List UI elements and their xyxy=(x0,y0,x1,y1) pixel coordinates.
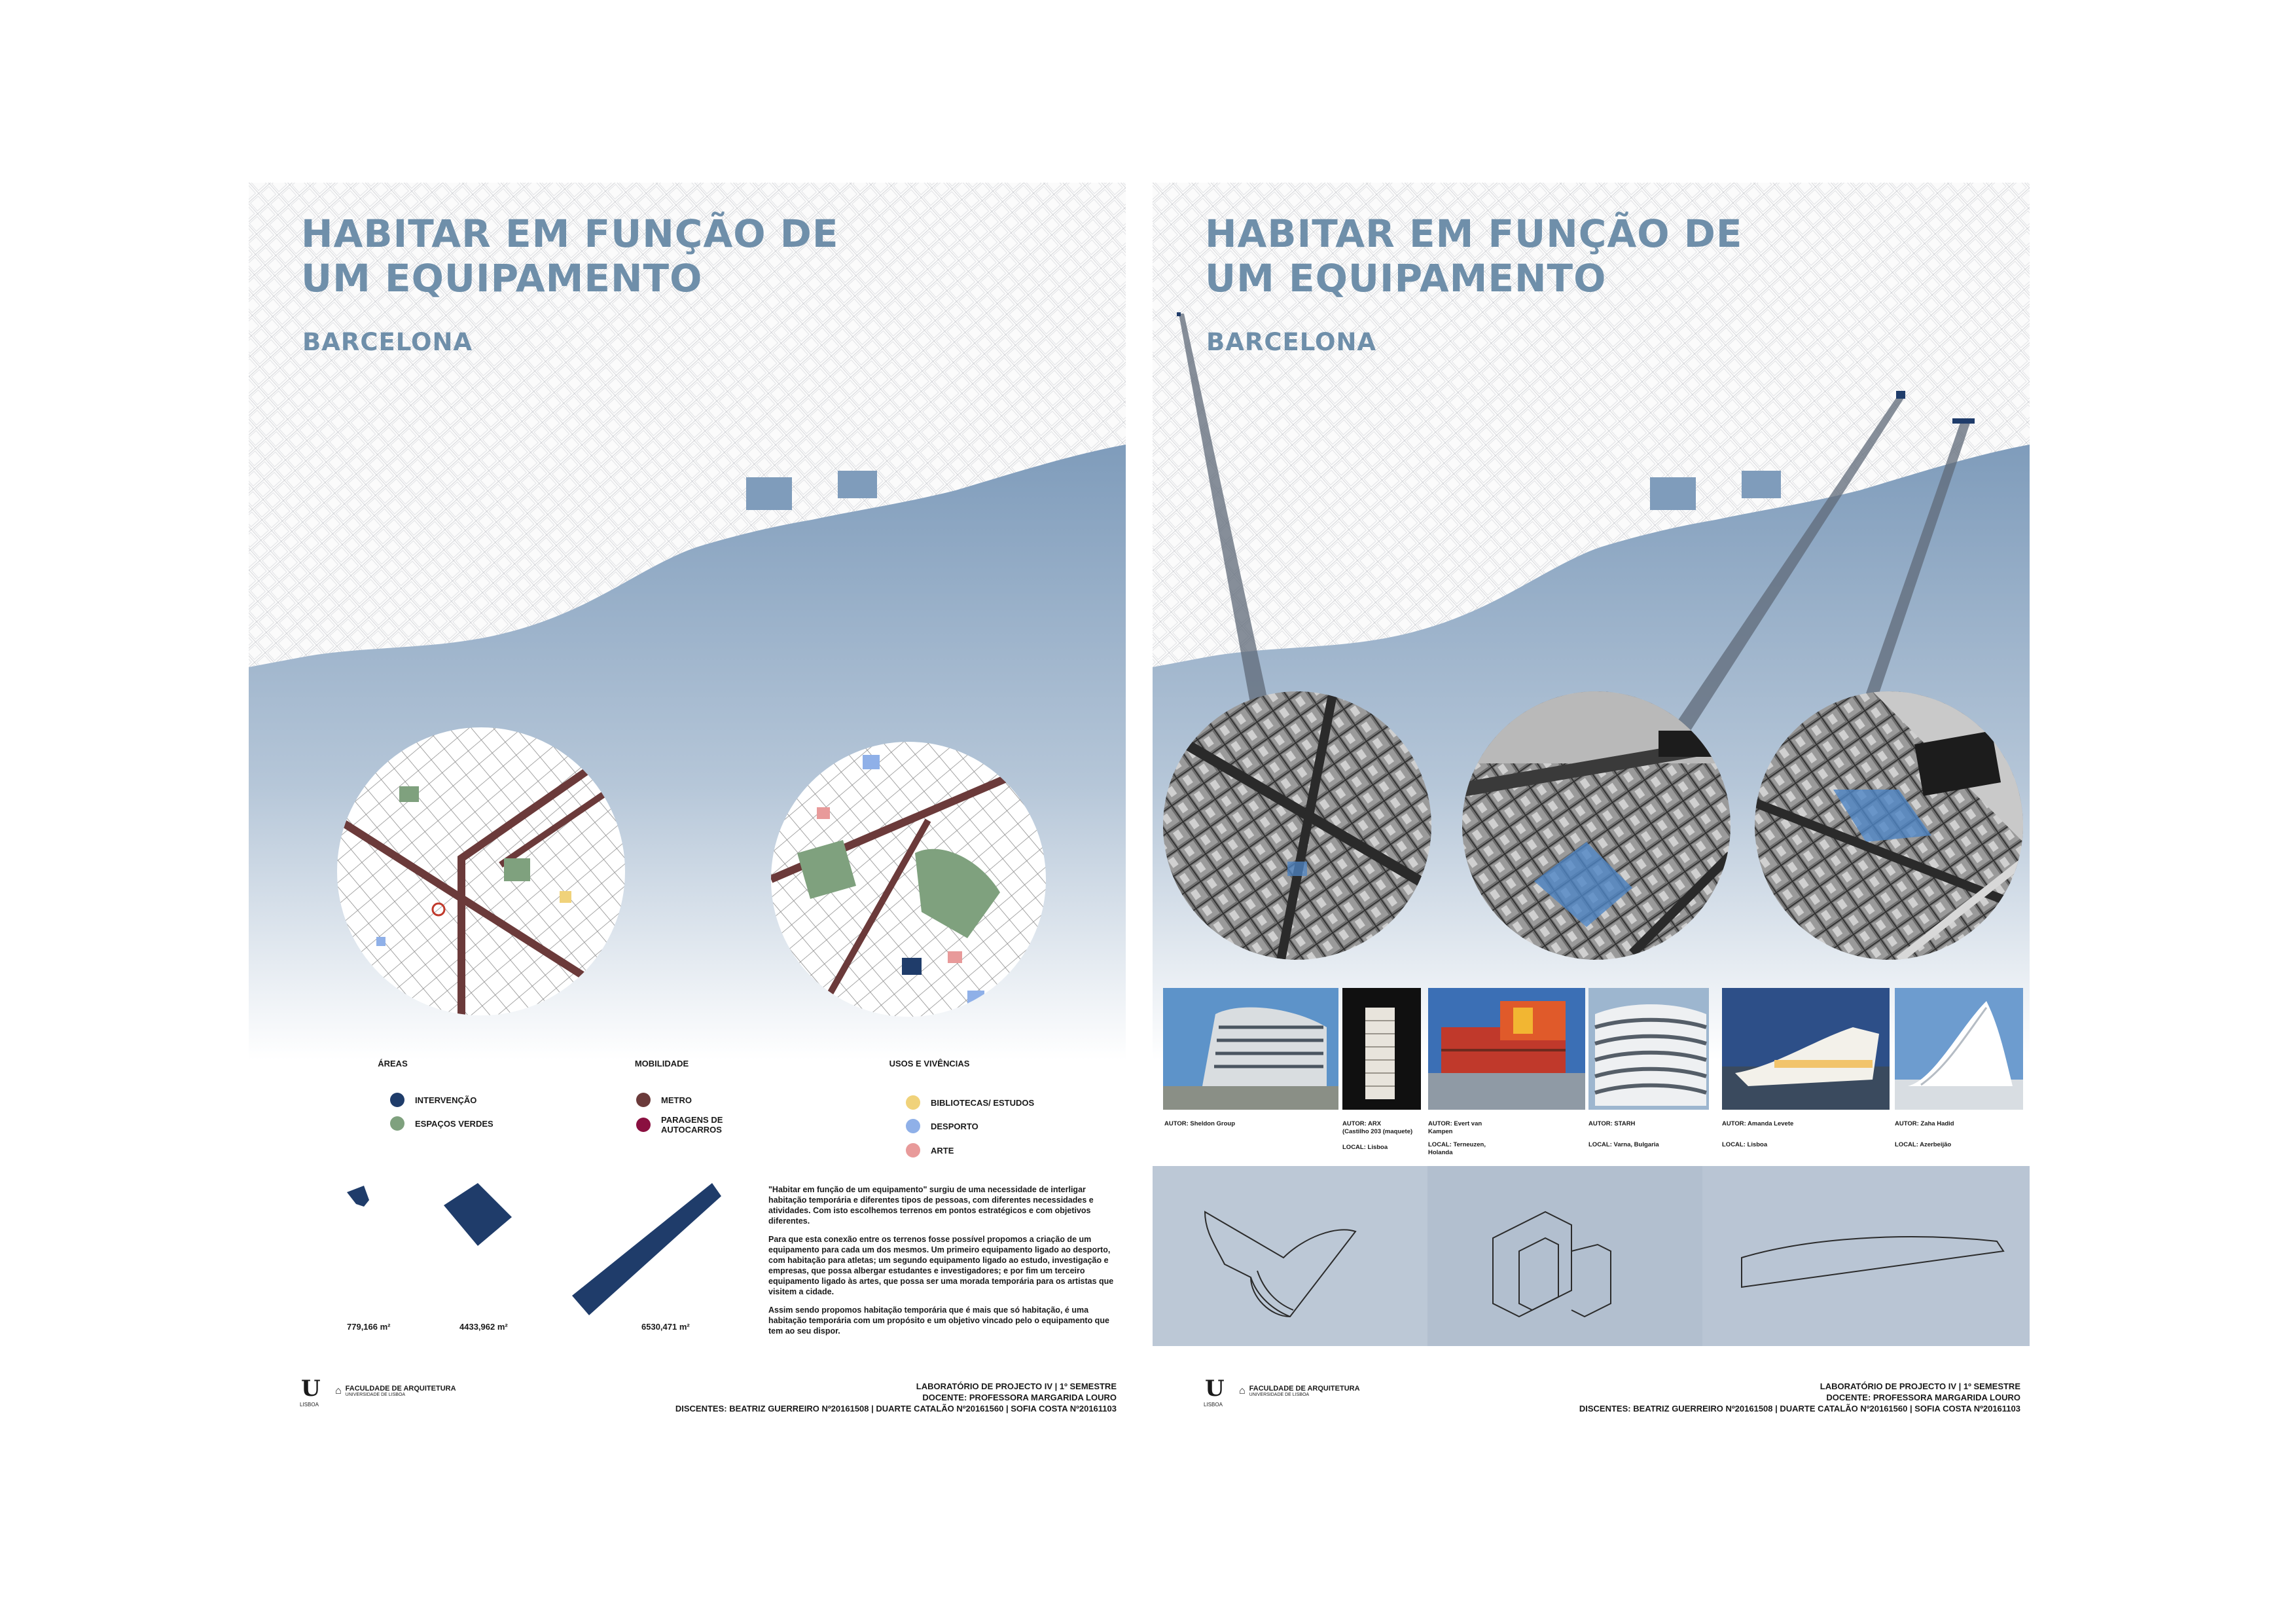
poster-title xyxy=(1205,211,1743,301)
reference-local: LOCAL: Terneuzen, xyxy=(1428,1141,1486,1148)
title-line-1: HABITAR EM FUNÇÃO DE xyxy=(301,211,839,256)
metro-swatch xyxy=(636,1093,651,1107)
legend-item-paragens xyxy=(636,1115,723,1135)
reference-photo-1 xyxy=(1163,988,1338,1110)
sport-swatch xyxy=(906,1119,920,1133)
footer-line-1: LABORATÓRIO DE PROJECTO IV | 1º SEMESTRE xyxy=(1820,1381,2020,1391)
legend-heading-areas: ÁREAS xyxy=(378,1059,408,1068)
reference-local-detail: Holanda xyxy=(1428,1149,1453,1156)
ulisboa-logo: U xyxy=(1205,1376,1225,1402)
site-footprint-1 xyxy=(347,1186,369,1207)
reference-autor-detail: Kampen xyxy=(1428,1128,1453,1135)
faculdade-logo xyxy=(1239,1385,1360,1397)
building-icon: ⌂ xyxy=(335,1385,342,1396)
faculdade-name: FACULDADE DE ARQUITETURA xyxy=(1249,1385,1360,1393)
legend-item-arte xyxy=(906,1143,954,1158)
footer-line-2: DOCENTE: PROFESSORA MARGARIDA LOURO xyxy=(1826,1393,2020,1402)
reference-photo-4 xyxy=(1588,988,1709,1110)
footer-line-3: DISCENTES: BEATRIZ GUERREIRO Nº20161508 | DUARTE CATALÃO Nº20161560 | SOFIA COSTA Nº20161103 xyxy=(1579,1404,2020,1413)
site-map-circle-right xyxy=(771,742,1046,1017)
reference-autor: AUTOR: Zaha Hadid xyxy=(1895,1120,1954,1127)
aerial-photo-circle-2 xyxy=(1462,691,1731,960)
reference-autor-detail: (Castilho 203 (maquete) xyxy=(1342,1128,1413,1135)
legend-label: METRO xyxy=(661,1095,692,1105)
site-footprint-2 xyxy=(444,1183,512,1246)
reference-local: LOCAL: Lisboa xyxy=(1722,1141,1768,1148)
legend-heading-usos: USOS E VIVÊNCIAS xyxy=(889,1059,970,1068)
poster-subtitle: BARCELONA xyxy=(1206,328,1377,356)
aerial-photo-circle-1 xyxy=(1163,691,1431,960)
footer-line-2: DOCENTE: PROFESSORA MARGARIDA LOURO xyxy=(922,1393,1117,1402)
legend-label: BIBLIOTECAS/ ESTUDOS xyxy=(931,1097,1035,1108)
reference-autor: AUTOR: Evert van xyxy=(1428,1120,1482,1127)
site-footprint-3 xyxy=(572,1183,721,1315)
concept-sketches xyxy=(1153,1166,2030,1346)
reference-autor: AUTOR: Sheldon Group xyxy=(1164,1120,1236,1127)
reference-local: LOCAL: Lisboa xyxy=(1342,1144,1388,1151)
legend-label: DESPORTO xyxy=(931,1121,978,1131)
poster-right xyxy=(1153,183,2030,1427)
reference-caption-2 xyxy=(1342,1120,1412,1152)
description-paragraph-3: Assim sendo propomos habitação temporária que é mais que só habitação, é uma habitação temporária com um propósito e um objetivo vincado pelo o equipamento que tem ao seu dispor. xyxy=(768,1305,1109,1336)
reference-autor: AUTOR: STARH xyxy=(1588,1120,1636,1127)
poster-footer xyxy=(675,1381,1117,1414)
poster-left xyxy=(249,183,1126,1427)
reference-caption-3 xyxy=(1428,1120,1486,1157)
faculdade-logo xyxy=(335,1385,456,1397)
title-line-2: UM EQUIPAMENTO xyxy=(1205,256,1607,301)
legend-label: ARTE xyxy=(931,1145,954,1156)
legend-item-bibliotecas xyxy=(906,1095,1034,1110)
building-icon: ⌂ xyxy=(1239,1385,1246,1396)
reference-caption-6 xyxy=(1895,1120,1954,1149)
faculdade-sub: UNIVERSIDADE DE LISBOA xyxy=(1249,1393,1310,1397)
site-map-circle-left xyxy=(337,727,625,1015)
poster-subtitle: BARCELONA xyxy=(302,328,473,356)
reference-caption-4 xyxy=(1588,1120,1659,1149)
title-line-2: UM EQUIPAMENTO xyxy=(301,256,703,301)
description-paragraph-1: "Habitar em função de um equipamento" surgiu de uma necessidade de interligar habitação temporária e diferentes tipos de pessoas, com diferentes necessidades e atividades. Com isto escolhemos terrenos em pontos estratégicos e com objetivos diferentes. xyxy=(768,1185,1094,1226)
reference-local: LOCAL: Azerbeijão xyxy=(1895,1141,1952,1148)
area-label-2: 4433,962 m² xyxy=(459,1322,508,1332)
reference-autor: AUTOR: ARX xyxy=(1342,1120,1382,1127)
legend-label: ESPAÇOS VERDES xyxy=(415,1118,493,1129)
reference-autor: AUTOR: Amanda Levete xyxy=(1722,1120,1794,1127)
area-label-1: 779,166 m² xyxy=(347,1322,391,1332)
legend-heading-mobilidade: MOBILIDADE xyxy=(634,1059,689,1068)
reference-caption-5 xyxy=(1722,1120,1793,1149)
legend-item-intervencao xyxy=(390,1093,476,1107)
legend-label: PARAGENS DE AUTOCARROS xyxy=(661,1115,723,1135)
reference-caption-1 xyxy=(1164,1120,1235,1128)
legend-label: INTERVENÇÃO xyxy=(415,1095,477,1105)
reference-photo-3 xyxy=(1428,988,1585,1110)
reference-photo-2 xyxy=(1342,988,1421,1110)
faculdade-name: FACULDADE DE ARQUITETURA xyxy=(345,1385,456,1393)
description-paragraph-2: Para que esta conexão entre os terrenos fosse possível propomos a criação de um equipamento para cada um dos mesmos. Um primeiro equipamento ligado ao desporto, com habitação para atletas; um segundo equipamento ligado ao estudo, investigação e empresas, que possa albergar estudantes e investigadores; e por fim um terceiro equipamento ligado às artes, que possa ser uma morada temporária para os artistas que visitem a cidade. xyxy=(768,1235,1114,1296)
library-swatch xyxy=(906,1095,920,1110)
art-swatch xyxy=(906,1143,920,1158)
ulisboa-logo-sub: LISBOA xyxy=(1204,1402,1223,1408)
poster-title xyxy=(301,211,839,301)
legend-item-desporto xyxy=(906,1119,978,1133)
bus-stop-swatch xyxy=(636,1118,651,1132)
area-label-3: 6530,471 m² xyxy=(641,1322,690,1332)
reference-photo-5 xyxy=(1722,988,1890,1110)
footer-line-1: LABORATÓRIO DE PROJECTO IV | 1º SEMESTRE xyxy=(916,1381,1117,1391)
green-space-swatch xyxy=(390,1116,404,1131)
footer-line-3: DISCENTES: BEATRIZ GUERREIRO Nº20161508 | DUARTE CATALÃO Nº20161560 | SOFIA COSTA Nº20161103 xyxy=(675,1404,1117,1413)
reference-photo-6 xyxy=(1895,988,2023,1110)
legend-item-espacos-verdes xyxy=(390,1116,493,1131)
concept-sketches-band xyxy=(1153,1166,2030,1346)
aerial-photo-circle-3 xyxy=(1755,691,2023,960)
ulisboa-logo-sub: LISBOA xyxy=(300,1402,319,1408)
faculdade-sub: UNIVERSIDADE DE LISBOA xyxy=(345,1393,406,1397)
title-line-1: HABITAR EM FUNÇÃO DE xyxy=(1205,211,1743,256)
poster-footer xyxy=(1579,1381,2020,1414)
intervention-swatch xyxy=(390,1093,404,1107)
project-description xyxy=(768,1184,1122,1344)
site-footprints xyxy=(340,1178,772,1322)
ulisboa-logo: U xyxy=(301,1376,321,1402)
legend-item-metro xyxy=(636,1093,692,1107)
reference-local: LOCAL: Varna, Bulgaria xyxy=(1588,1141,1659,1148)
